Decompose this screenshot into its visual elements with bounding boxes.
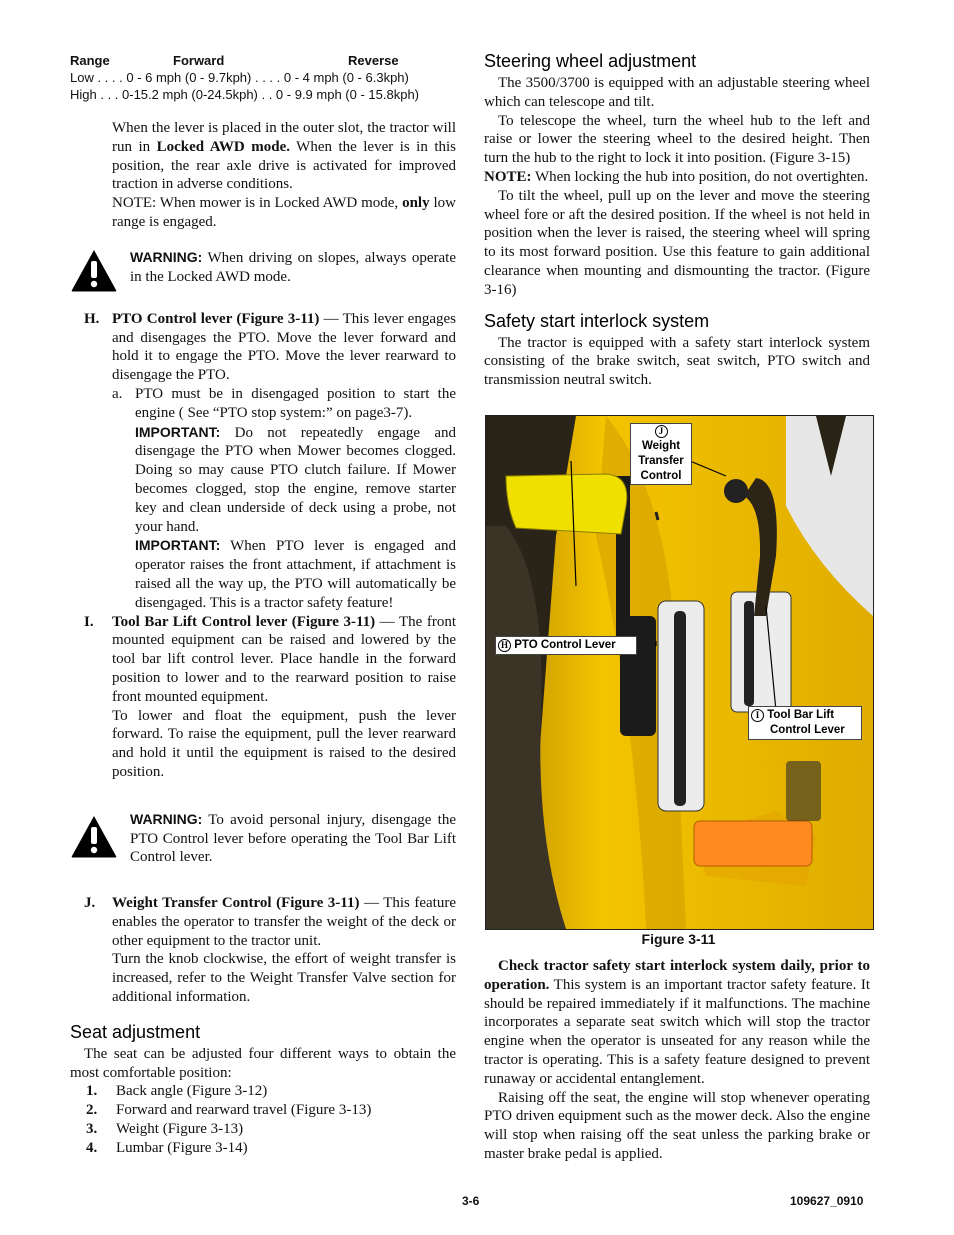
warning-injury [70, 810, 456, 867]
list-num: 1. [86, 1083, 98, 1100]
steering-p3: To tilt the wheel, pull up on the lever and move the steering wheel fore or aft the desired position. If the wheel is not held in position when the lever is raised, the steering wheel will spring to its most forward position. Use this feature to gain additional clearance when mounting and dismounting the tractor. (Figure 3-16) [484, 187, 870, 298]
check-bold: Check tractor safety start interlock system daily, prior to operation. [484, 958, 870, 993]
seat-list-item [70, 1139, 456, 1158]
item-j-text2: Turn the knob clockwise, the effort of weight transfer is increased, refer to the Weight Transfer Valve section for additional information. [112, 951, 456, 1006]
callout-i-letter: I [751, 709, 764, 722]
item-i-text2: To lower and float the equipment, push the lever forward. To raise the equipment, pull the lever rearward and hold it until the equipment is raised to the desired position. [112, 707, 456, 780]
callout-j-line2: Transfer [638, 455, 684, 467]
important-2-text: When PTO lever is engaged and operator raises the front attachment, if attachment is raised all the way up, the PTO will automatically be disengaged. This is a tractor safety feature! [135, 538, 456, 611]
lever-text-bold: Locked AWD mode. [156, 138, 290, 155]
note-text-1: NOTE: When mower is in Locked AWD mode, [112, 195, 403, 212]
callout-i-line1: Tool Bar Lift [767, 709, 835, 721]
list-text: Weight (Figure 3-13) [116, 1121, 244, 1138]
item-h-text: — This lever engages and disengages the PTO. Move the lever forward and hold it to engage the PTO. Move the lever rearward to disengage the PTO. [112, 310, 456, 384]
safety-p1: The tractor is equipped with a safety start interlock system consisting of the brake switch, seat switch, PTO switch and transmission neutral switch. [484, 334, 870, 389]
item-i-text: — The front mounted equipment can be raised and lowered by the tool bar lift control lever. Place handle in the forward position to lower and to the rearward position to raise front mounted equipment. [112, 613, 456, 705]
seat-list-item [70, 1120, 456, 1139]
left-column [70, 50, 456, 1158]
steering-heading: Steering wheel adjustment [484, 51, 697, 71]
warning-triangle-icon [70, 248, 118, 292]
callout-j-line3: Control [640, 470, 682, 482]
seat-list-item [70, 1101, 456, 1120]
lever-text-2: When the lever is in this position, the rear axle drive is activated for improved traction in adverse conditions. [112, 138, 456, 193]
list-num: 2. [86, 1102, 98, 1119]
important-1-text: Do not repeatedly engage and disengage the PTO when Mower becomes clogged. Doing so may cause PTO clutch failure. If Mower becomes clogged, stop the engine, remove starter key and clean underside of deck using a probe, not your hand. [135, 424, 456, 535]
warning-label: WARNING: [130, 810, 203, 827]
range-row-low: Low . . . . 0 - 6 mph (0 - 9.7kph) . . . . 0 - 4 mph (0 - 6.3kph) [70, 70, 409, 85]
item-h-mark: H. [84, 310, 100, 327]
important-1-label: IMPORTANT: [135, 423, 221, 440]
important-2-label: IMPORTANT: [135, 537, 221, 554]
check-text: This system is an important tractor safety feature. It should be repaired immediately if it malfunctions. The machine incorporates a separate seat switch which will stop the tractor engine when the operator is unseated for any reason while the tractor is operating. This is a safety feature designed to prevent runaway or accidental entanglement. [484, 976, 870, 1087]
reverse-header: Reverse [348, 53, 399, 68]
speed-range-table [70, 52, 456, 103]
right-column [484, 50, 870, 390]
figure-3-11 [485, 415, 874, 930]
item-j-mark: J. [84, 895, 96, 912]
callout-weight-transfer [630, 423, 692, 485]
note-text-2: low range is engaged. [112, 195, 457, 230]
warning-slopes [70, 248, 456, 292]
lever-text-1: When the lever is placed in the outer slot, the tractor will run in [112, 120, 456, 155]
item-j-text: — This feature enables the operator to transfer the weight of the deck or other equipment to the tractor unit. [112, 895, 456, 949]
steering-note-label: NOTE: [484, 168, 532, 185]
item-i-mark: I. [84, 613, 94, 630]
item-i-title: Tool Bar Lift Control lever (Figure 3-11) [112, 613, 376, 630]
seat-list [70, 1082, 456, 1157]
callout-h-letter: H [498, 639, 511, 652]
page-number: 3-6 [462, 1194, 480, 1208]
important-2 [70, 536, 456, 612]
callout-j-letter: J [655, 425, 668, 438]
steering-note-text: When locking the hub into position, do not overtighten. [531, 168, 869, 185]
steering-note [484, 168, 870, 187]
sub-a-text: PTO must be in disengaged position to start the engine ( See “PTO stop system:” on page3-7). [135, 385, 456, 421]
item-h-pto [70, 310, 456, 613]
warning-text: When driving on slopes, always operate in the Locked AWD mode. [130, 249, 456, 285]
warning-label: WARNING: [130, 248, 203, 265]
important-1 [70, 423, 456, 537]
sub-a-mark: a. [112, 385, 123, 402]
seat-heading: Seat adjustment [70, 1021, 201, 1042]
figure-caption: Figure 3-11 [641, 931, 716, 947]
range-header: Range [70, 53, 110, 68]
warning-triangle-icon [70, 814, 118, 858]
raising-paragraph: Raising off the seat, the engine will stop whenever operating PTO driven equipment such as the mower deck. Also the engine will stop when raising off the seat unless the parking brake or master brake pedal is applied. [484, 1089, 870, 1162]
range-row-high: High . . . 0-15.2 mph (0-24.5kph) . . 0 - 9.9 mph (0 - 15.8kph) [70, 87, 420, 102]
callout-pto-lever [495, 636, 637, 655]
safety-heading: Safety start interlock system [484, 310, 710, 331]
forward-header: Forward [173, 53, 225, 68]
seat-intro: The seat can be adjusted four different ways to obtain the most comfortable position: [70, 1045, 456, 1081]
check-section [484, 957, 870, 1164]
list-text: Forward and rearward travel (Figure 3-13) [116, 1102, 372, 1119]
tractor-controls-photo [486, 416, 873, 929]
list-text: Lumbar (Figure 3-14) [116, 1139, 248, 1156]
callout-j-line1: Weight [641, 440, 681, 452]
note-text-bold: only [402, 195, 430, 212]
list-text: Back angle (Figure 3-12) [116, 1083, 268, 1100]
callout-i-line2: Control Lever [770, 724, 845, 736]
steering-p2: To telescope the wheel, turn the wheel hub to the left and raise or lower the steering wheel to the desired height. Then turn the hub to the right to lock it into position. (Figure 3-15) [484, 112, 870, 167]
seat-list-item [70, 1082, 456, 1101]
document-id: 109627_0910 [790, 1194, 864, 1208]
item-i-toolbar [70, 613, 456, 782]
check-paragraph [484, 957, 870, 1089]
note-paragraph [112, 194, 456, 232]
item-j-weight [70, 894, 456, 1007]
item-h-title: PTO Control lever (Figure 3-11) [112, 310, 320, 327]
steering-p1: The 3500/3700 is equipped with an adjustable steering wheel which can telescope and tilt. [484, 75, 870, 110]
callout-toolbar-lever [748, 706, 862, 740]
list-num: 3. [86, 1121, 98, 1138]
item-j-title: Weight Transfer Control (Figure 3-11) [112, 895, 360, 912]
range-table-header [70, 52, 456, 69]
callout-h-text: PTO Control Lever [514, 639, 616, 651]
lever-paragraph [70, 119, 456, 232]
list-num: 4. [86, 1139, 98, 1156]
warning-text: To avoid personal injury, disengage the PTO Control lever before operating the Tool Bar Lift Control lever. [130, 811, 456, 866]
